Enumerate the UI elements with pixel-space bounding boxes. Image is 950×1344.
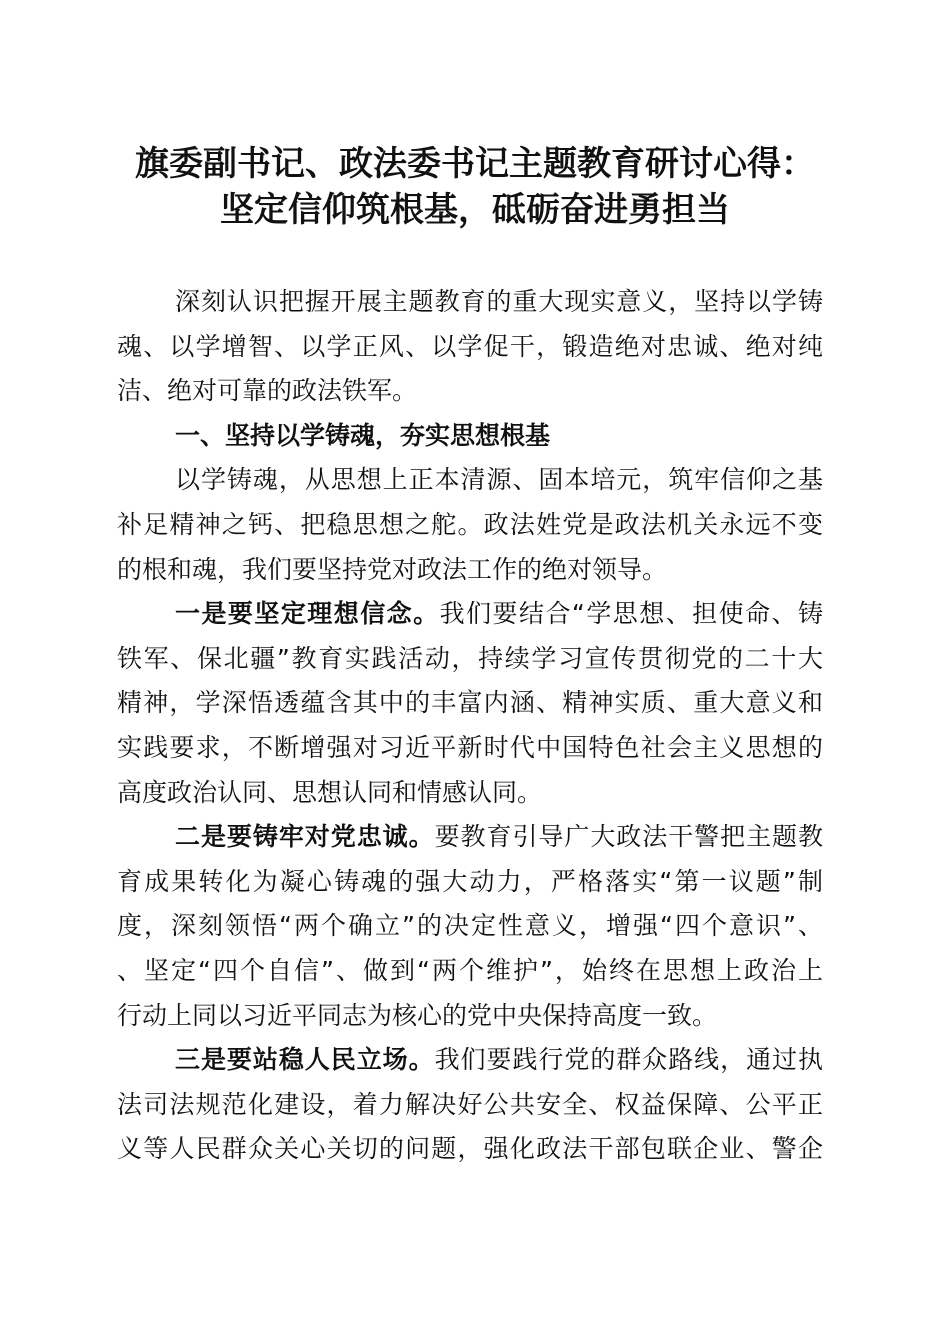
text-line bbox=[117, 771, 823, 816]
lead-sentence: 三是要站稳人民立场。 bbox=[175, 1045, 435, 1075]
line-text: 魂、以学增智、以学正风、以学促干，锻造绝对忠诚、绝对纯 bbox=[117, 331, 823, 361]
text-line bbox=[117, 325, 823, 370]
line-text: 育成果转化为凝心铸魂的强大动力，严格落实“第一议题”制 bbox=[117, 866, 823, 896]
line-text: 一、坚持以学铸魂，夯实思想根基 bbox=[175, 420, 551, 450]
text-line bbox=[117, 681, 823, 726]
line-text: 义等人民群众关心关切的问题，强化政法干部包联企业、警企 bbox=[117, 1134, 823, 1164]
text-line bbox=[117, 280, 823, 325]
line-text: 洁、绝对可靠的政法铁军。 bbox=[117, 376, 418, 406]
line-text: 实践要求，不断增强对习近平新时代中国特色社会主义思想的 bbox=[117, 732, 823, 762]
line-text: 高度政治认同、思想认同和情感认同。 bbox=[117, 777, 543, 807]
text-line bbox=[117, 994, 823, 1039]
text-line bbox=[117, 548, 823, 593]
line-text: 度，深刻领悟“两个确立”的决定性意义，增强“四个意识”、 bbox=[117, 911, 823, 941]
text-line bbox=[117, 815, 823, 860]
text-line bbox=[117, 860, 823, 905]
document-title-line-2: 坚定信仰筑根基，砥砺奋进勇担当 bbox=[220, 190, 730, 230]
text-line bbox=[117, 637, 823, 682]
text-line bbox=[117, 1083, 823, 1128]
lead-sentence: 一是要坚定理想信念。 bbox=[175, 599, 440, 629]
line-text: 铁军、保北疆”教育实践活动，持续学习宣传贯彻党的二十大 bbox=[117, 643, 823, 673]
text-line bbox=[117, 904, 823, 949]
text-line bbox=[117, 726, 823, 771]
line-text: 法司法规范化建设，着力解决好公共安全、权益保障、公平正 bbox=[117, 1089, 823, 1119]
line-text: 行动上同以习近平同志为核心的党中央保持高度一致。 bbox=[117, 1000, 718, 1030]
text-line bbox=[117, 949, 823, 994]
lead-sentence: 二是要铸牢对党忠诚。 bbox=[175, 822, 435, 852]
line-text: 精神，学深悟透蕴含其中的丰富内涵、精神实质、重大意义和 bbox=[117, 688, 823, 718]
line-text: 以学铸魂，从思想上正本清源、固本培元，筑牢信仰之基 bbox=[175, 465, 823, 495]
line-text: 深刻认识把握开展主题教育的重大现实意义，坚持以学铸 bbox=[175, 287, 823, 316]
document-title-line-1: 旗委副书记、政法委书记主题教育研讨心得： bbox=[135, 144, 815, 184]
line-text: 、坚定“四个自信”、做到“两个维护”，始终在思想上政治上 bbox=[117, 955, 823, 985]
line-text: 的根和魂，我们要坚持党对政法工作的绝对领导。 bbox=[117, 554, 668, 584]
text-line bbox=[117, 592, 823, 637]
line-text: 补足精神之钙、把稳思想之舵。政法姓党是政法机关永远不变 bbox=[117, 509, 823, 539]
text-line bbox=[117, 503, 823, 548]
document-body bbox=[117, 280, 823, 1172]
text-line bbox=[117, 458, 823, 503]
section-heading bbox=[117, 414, 823, 459]
line-text: 要教育引导广大政法干警把主题教 bbox=[434, 822, 823, 852]
line-text: 我们要践行党的群众路线，通过执 bbox=[434, 1045, 823, 1075]
text-line bbox=[117, 1038, 823, 1083]
text-line bbox=[117, 1127, 823, 1172]
text-line bbox=[117, 369, 823, 414]
line-text: 我们要结合“学思想、担使命、铸 bbox=[439, 599, 823, 629]
